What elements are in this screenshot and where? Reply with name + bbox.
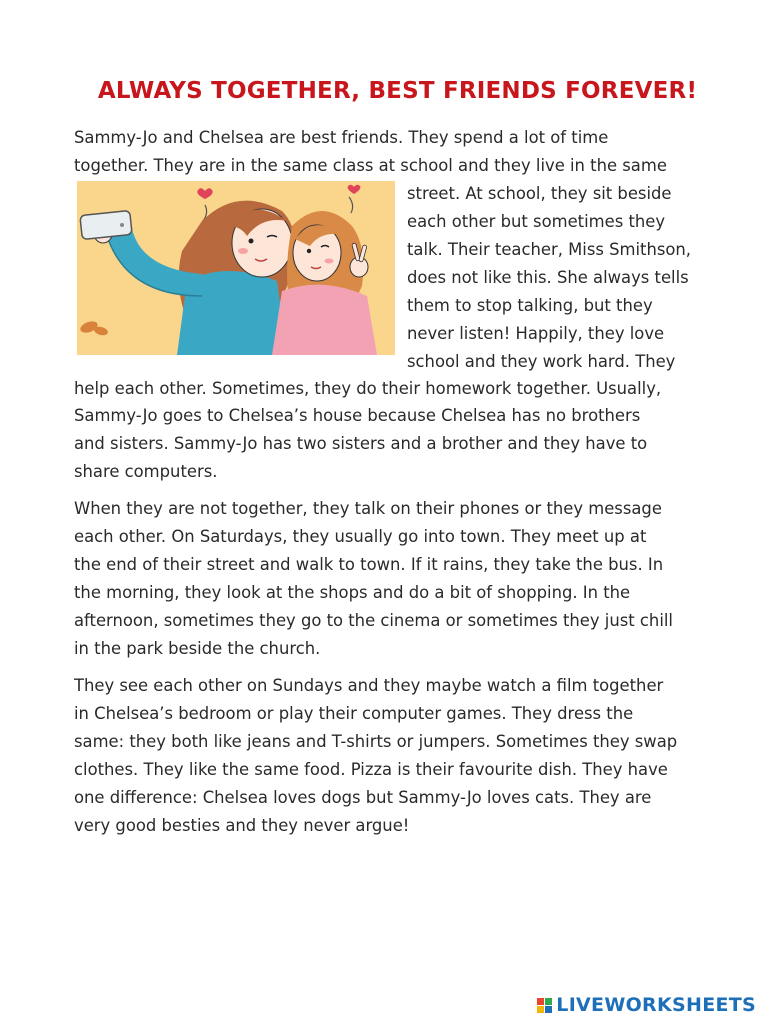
logo-square <box>537 1006 544 1013</box>
text-line: same: they both like jeans and T-shirts or jumpers. Sometimes they swap <box>74 732 678 751</box>
text-line: does not like this. She always tells <box>407 268 689 287</box>
text-line: in the park beside the church. <box>74 639 321 658</box>
text-line: the end of their street and walk to town. If it rains, they take the bus. In <box>74 555 664 574</box>
text-line: street. At school, they sit beside <box>407 184 672 203</box>
text-line: talk. Their teacher, Miss Smithson, <box>407 240 692 259</box>
logo-square <box>545 998 552 1005</box>
text-line: and sisters. Sammy-Jo has two sisters and a brother and they have to <box>74 434 648 453</box>
text-line: When they are not together, they talk on their phones or they message <box>74 499 662 518</box>
text-line: them to stop talking, but they <box>407 296 653 315</box>
text-line: afternoon, sometimes they go to the cinema or sometimes they just chill <box>74 611 673 630</box>
text-line: Sammy-Jo and Chelsea are best friends. They spend a lot of time <box>74 128 609 147</box>
text-line: each other but sometimes they <box>407 212 666 231</box>
text-line: in Chelsea’s bedroom or play their computer games. They dress the <box>74 704 634 723</box>
text-line: the morning, they look at the shops and do a bit of shopping. In the <box>74 583 631 602</box>
logo-squares-icon <box>537 998 552 1013</box>
text-line: each other. On Saturdays, they usually go into town. They meet up at <box>74 527 647 546</box>
text-line: school and they work hard. They <box>407 352 676 371</box>
logo-square <box>545 1006 552 1013</box>
text-line: They see each other on Sundays and they maybe watch a film together <box>74 676 664 695</box>
text-line: clothes. They like the same food. Pizza is their favourite dish. They have <box>74 760 668 779</box>
text-line: one difference: Chelsea loves dogs but Sammy-Jo loves cats. They are <box>74 788 652 807</box>
two-girls-selfie-illustration <box>77 181 395 355</box>
text-line: very good besties and they never argue! <box>74 816 410 835</box>
text-line: never listen! Happily, they love <box>407 324 665 343</box>
liveworksheets-logo[interactable] <box>537 994 756 1016</box>
logo-text: LIVEWORKSHEETS <box>556 994 756 1016</box>
text-line: help each other. Sometimes, they do their homework together. Usually, <box>74 379 662 398</box>
logo-square <box>537 998 544 1005</box>
page-title: ALWAYS TOGETHER, BEST FRIENDS FOREVER! <box>97 78 698 104</box>
text-line: share computers. <box>74 462 218 481</box>
text-line: Sammy-Jo goes to Chelsea’s house because Chelsea has no brothers <box>74 406 641 425</box>
text-line: together. They are in the same class at school and they live in the same <box>74 156 667 175</box>
